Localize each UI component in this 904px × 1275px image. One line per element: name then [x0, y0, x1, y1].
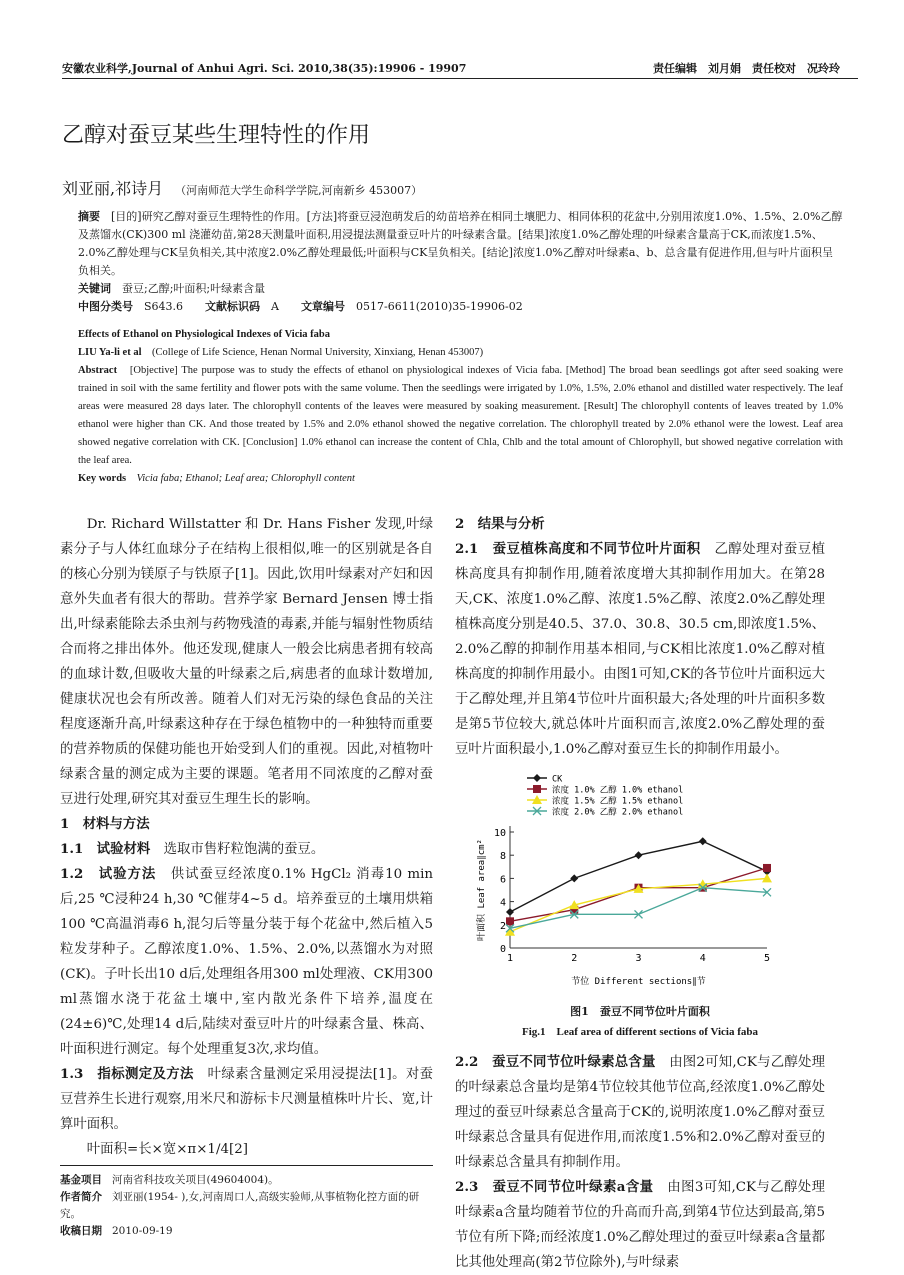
- data-point: [699, 837, 707, 845]
- abstract-text: [目的]研究乙醇对蚕豆生理特性的作用。[方法]将蚕豆浸泡萌发后的幼苗培养在相同土壤肥力、相同体积的花盆中,分别用浓度1.0%、1.5%、2.0%乙醇及蒸馏水(CK)300 ml 浇灌幼苗,第28天测量叶面积,用浸提法测量蚕豆叶片的叶绿素含量。[结果]浓度1.0%乙醇处理的叶绿素含量高于CK,而浓度1.5%、2.0%乙醇处理与CK呈负相关,其中浓度2.0%乙醇处理最低;叶面积与CK呈负相关。[结论]浓度1.0%乙醇对叶绿素a、b、总含量有促进作用,但与叶片面积呈负相关。: [78, 210, 843, 277]
- subsection-heading: 1.2 试验方法: [60, 866, 157, 882]
- section-2-3: [455, 1175, 825, 1275]
- y-tick-label: 2: [499, 920, 506, 932]
- doc-label: 文献标识码: [205, 300, 261, 313]
- data-point: [506, 917, 514, 925]
- legend-label: 浓度 1.5% 乙醇 1.5% ethanol: [552, 796, 684, 807]
- caption-cn: 图1 蚕豆不同节位叶片面积: [570, 1005, 710, 1018]
- class-label: 中图分类号: [78, 300, 133, 313]
- fund-label: 基金项目: [60, 1174, 102, 1186]
- keywords-label: 关键词: [78, 282, 111, 295]
- received-date: 2010-09-19: [112, 1225, 173, 1237]
- data-point: [533, 785, 541, 793]
- english-authors: LIU Ya-li et al: [78, 347, 142, 358]
- paragraph-text: 叶绿素含量测定采用浸提法[1]。对蚕豆营养生长进行观察,用米尺和游标卡尺测量植株叶片长、宽,计算叶面积。: [60, 1067, 434, 1132]
- section-1-3: [60, 1062, 433, 1137]
- affiliation: （河南师范大学生命科学学院,河南新乡 453007）: [175, 184, 423, 197]
- legend-label: CK: [552, 774, 563, 785]
- data-point: [763, 864, 771, 872]
- paragraph-text: 选取市售籽粒饱满的蚕豆。: [163, 842, 325, 857]
- series-line: [510, 868, 767, 921]
- y-tick-label: 4: [499, 897, 506, 909]
- right-column: [455, 512, 825, 1275]
- subsection-heading: 1.1 试验材料: [60, 841, 151, 857]
- y-axis-label: 叶面积 Leaf area∥cm²: [477, 839, 487, 941]
- paragraph-text: 乙醇处理对蚕豆植株高度具有抑制作用,随着浓度增大其抑制作用加大。在第28天,CK、浓度1.0%乙醇、浓度1.5%乙醇、浓度2.0%乙醇处理植株高度分别是40.5、37.0、30.8、30.5 cm,即浓度1.5%、2.0%乙醇的抑制作用基本相同,与CK相比浓度1.0%乙醇对植株高度的抑制作用最小。由图1可知,CK的各节位叶片面积远大于乙醇处理,并且第4节位叶片面积最大;各处理的叶片面积多数是第5节位较大,就总体叶片面积而言,浓度2.0%乙醇处理的蚕豆叶片面积最小,1.0%乙醇对蚕豆生长的抑制作用最小。: [455, 542, 826, 757]
- class-number: S643.6: [144, 300, 184, 313]
- figure-caption: [455, 1002, 825, 1042]
- series-line: [510, 888, 767, 929]
- subsection-heading: 2.2 蚕豆不同节位叶绿素总含量: [455, 1054, 656, 1070]
- data-point: [635, 851, 643, 859]
- formula: 叶面积=长×宽×π×1/4[2]: [86, 1142, 248, 1157]
- paragraph-text: 供试蚕豆经浓度0.1% HgCl₂ 消毒10 min后,25 ℃浸种24 h,30 ℃催芽4~5 d。培养蚕豆的土壤用烘箱100 ℃高温消毒6 h,混匀后等量分装于每个花盆中,然后植入5粒发芽种子。乙醇浓度1.0%、1.5%、2.0%,以蒸馏水为对照(CK)。子叶长出10 d后,处理组各用300 ml处理液、CK用300 ml蒸馏水浇于花盆土壤中,室内散光条件下培养,温度在(24±6)℃,处理14 d后,陆续对蚕豆叶片的叶绿素含量、株高、叶面积进行测定。每个处理重复3次,求均值。: [60, 867, 434, 1057]
- english-abstract: [78, 326, 843, 488]
- x-tick-label: 2: [571, 953, 578, 964]
- article-label: 文章编号: [300, 300, 345, 313]
- y-tick-label: 10: [493, 828, 506, 839]
- legend-label: 浓度 2.0% 乙醇 2.0% ethanol: [552, 807, 684, 818]
- subsection-heading: 2.3 蚕豆不同节位叶绿素a含量: [455, 1179, 654, 1195]
- left-column: [60, 512, 433, 1162]
- section-heading: 1 材料与方法: [60, 816, 150, 832]
- data-point: [506, 908, 514, 916]
- figure-1: [455, 770, 825, 1050]
- x-tick-label: 3: [635, 953, 642, 964]
- section-2-2: [455, 1050, 825, 1175]
- x-tick-label: 1: [506, 953, 514, 964]
- english-abstract-label: Abstract: [78, 365, 118, 376]
- paragraph-text: 由图3可知,CK与乙醇处理叶绿素a含量均随着节位的升高而升高,到第4节位达到最高,第5节位有所下降;而经浓度1.0%乙醇处理过的蚕豆叶绿素a含量都比其他处理高(第2节位除外),与叶绿素: [455, 1180, 825, 1270]
- section-heading: 2 结果与分析: [455, 516, 545, 532]
- abstract-label: 摘要: [78, 210, 100, 223]
- english-keywords-label: Key words: [78, 473, 127, 484]
- subsection-heading: 1.3 指标测定及方法: [60, 1066, 194, 1082]
- y-tick-label: 6: [499, 874, 506, 886]
- section-2-1: [455, 537, 825, 762]
- caption-en: Fig.1 Leaf area of different sections of Vicia faba: [521, 1026, 759, 1038]
- author-names: 刘亚丽,祁诗月: [62, 179, 164, 198]
- section-1-1: [60, 837, 433, 862]
- y-tick-label: 8: [499, 851, 506, 863]
- chinese-abstract: [78, 208, 843, 316]
- x-tick-label: 5: [763, 953, 771, 964]
- header-rule: [62, 78, 858, 79]
- doc-code: A: [271, 300, 279, 313]
- x-tick-label: 4: [699, 953, 706, 964]
- subsection-heading: 2.1 蚕豆植株高度和不同节位叶片面积: [455, 541, 701, 557]
- fund-text: 河南省科技攻关项目(49604004)。: [112, 1174, 279, 1186]
- received-label: 收稿日期: [60, 1225, 102, 1237]
- x-axis-label: 节位 Different sections∥节: [571, 977, 706, 987]
- intro-paragraph: Dr. Richard Willstatter 和 Dr. Hans Fisher 发现,叶绿素分子与人体红血球分子在结构上很相似,唯一的区别就是各自的核心分别为镁原子与铁原子[1]。因此,饮用叶绿素对产妇和因意外失血者有很大的帮助。营养学家 Bernard Jensen 博士指出,叶绿素能除去杀虫剂与药物残渣的毒素,并能与辐射性物质结合而将之排出体外。他还发现,健康人一般会比病患者拥有较高的血球计数,但吸收大量的叶绿素之后,病患者的血球计数增加,健康状况也会有所改善。随着人们对无污染的绿色食品的关注程度逐渐升高,叶绿素这种存在于绿色植物中的一种独特而重要的营养物质的保健功能也开始受到人们的重视。因此,对植物叶绿素含量的测定成为主要的课题。笔者用不同浓度的乙醇对蚕豆进行处理,研究其对蚕豆生理生长的影响。: [60, 517, 433, 807]
- english-title: Effects of Ethanol on Physiological Indexes of Vicia faba: [78, 329, 331, 340]
- running-header: [62, 60, 840, 76]
- section-1-2: [60, 862, 433, 1062]
- authors: [62, 176, 422, 199]
- leaf-area-chart: [455, 770, 825, 1000]
- article-number: 0517-6611(2010)35-19906-02: [355, 300, 523, 313]
- page-title: 乙醇对蚕豆某些生理特性的作用: [62, 123, 371, 148]
- legend-label: 浓度 1.0% 乙醇 1.0% ethanol: [552, 785, 684, 796]
- data-point: [570, 874, 578, 882]
- english-abstract-text: [Objective] The purpose was to study the effects of ethanol on physiological indexes of Vicia faba. [Method] The broad bean seedlings got after seed soaking were trained in soil with the same fertility and flower pots with the same volume. Then the seedlings were irrigated by 1.0%, 1.5%, 2.0% ethanol and distilled water respectively. The leaf areas were measured 28 days later. The chlorophyll contents of the leaves were measured by soaking measurement. [Result] The chlorophyll contents of leaves treated by 1.0% ethanol were higher than CK. And those treated by 1.5% and 2.0% ethanol showed the negative correlation. The chlorophyll treated by 2.0% ethanol were the lowest. Leaf area showed negative correlation with CK. [Conclusion] 1.0% ethanol can increase the content of Chla, Chlb and the total amount of Chlorophyll, but showed negative correlation with the leaf area.: [78, 365, 843, 466]
- data-point: [533, 774, 541, 782]
- english-keywords: Vicia faba; Ethanol; Leaf area; Chlorophyll content: [136, 473, 355, 484]
- editors: 责任编辑 刘月娟 责任校对 况玲玲: [653, 62, 840, 75]
- english-affiliation: (College of Life Science, Henan Normal University, Xinxiang, Henan 453007): [151, 347, 484, 358]
- author-bio-label: 作者简介: [60, 1191, 102, 1203]
- y-tick-label: 0: [499, 944, 506, 955]
- paragraph-text: 由图2可知,CK与乙醇处理的叶绿素总含量均是第4节位较其他节位高,经浓度1.0%乙醇处理过的蚕豆叶绿素总含量高于CK的,说明浓度1.0%乙醇对蚕豆叶绿素总含量具有促进作用,而浓度1.5%和2.0%乙醇对蚕豆的叶绿素总含量具有抑制作用。: [455, 1055, 826, 1170]
- keywords: 蚕豆;乙醇;叶面积;叶绿素含量: [122, 282, 266, 295]
- footnote: [60, 1165, 433, 1240]
- journal-citation: 安徽农业科学,Journal of Anhui Agri. Sci. 2010,38(35):19906 - 19907: [62, 62, 467, 75]
- data-point: [762, 873, 772, 882]
- author-bio: 刘亚丽(1954- ),女,河南周口人,高级实验师,从事植物化控方面的研究。: [60, 1191, 420, 1220]
